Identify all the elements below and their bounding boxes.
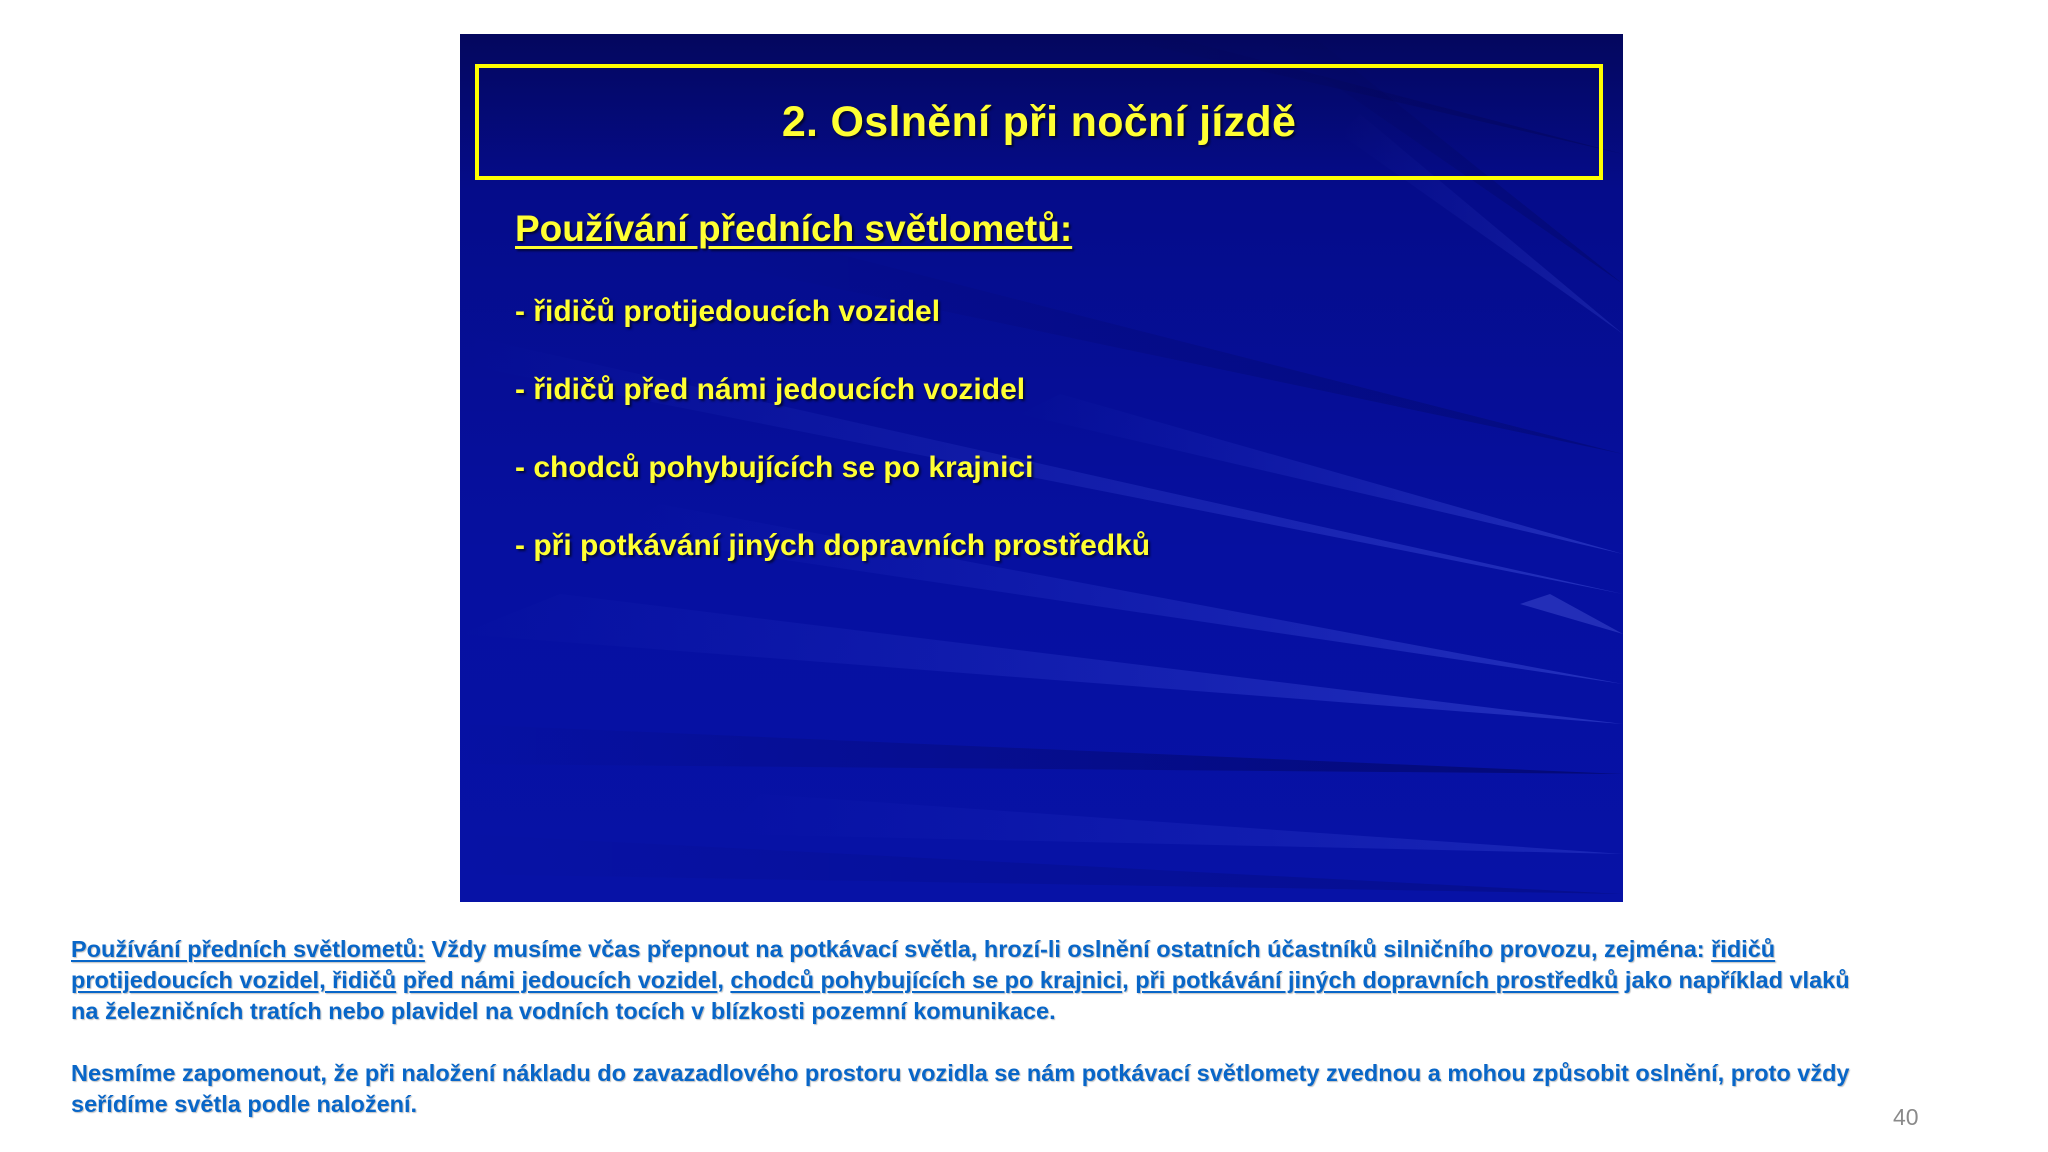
slide	[460, 34, 1623, 902]
bullet-item: - řidičů protijedoucích vozidel	[515, 295, 941, 328]
notes-lead: Používání předních světlometů:	[71, 936, 425, 962]
notes-underlined: před námi jedoucích vozidel	[402, 967, 718, 993]
bullet-item: - chodců pohybujících se po krajnici	[515, 451, 1034, 484]
notes-paragraph-1	[71, 934, 1861, 1027]
bullet-item: - při potkávání jiných dopravních prostředků	[515, 529, 1151, 562]
notes-underlined: při potkávání jiných dopravních prostředků	[1135, 967, 1619, 993]
slide-heading: Používání předních světlometů:	[515, 208, 1073, 249]
slide-title: 2. Oslnění při noční jízdě	[781, 97, 1297, 146]
speaker-notes	[71, 934, 1861, 1120]
notes-text: Vždy musíme včas přepnout na potkávací světla, hrozí-li oslnění ostatních účastníků silničního provozu, zejména:	[424, 936, 1712, 962]
notes-underlined: chodců pohybujících se po krajnici	[730, 967, 1123, 993]
notes-text: jako například vlaků na železničních tratích nebo plavidel na vodních tocích v blízkosti pozemní komunikace.	[71, 967, 1850, 1024]
notes-sep: ,	[717, 967, 731, 993]
notes-underlined: řidičů protijedoucích vozidel, řidičů	[71, 936, 1776, 993]
page-number: 40	[1893, 1104, 1919, 1130]
notes-paragraph-2: Nesmíme zapomenout, že při naložení nákladu do zavazadlového prostoru vozidla se nám potkávací světlomety zvednou a mohou způsobit oslnění, proto vždy seřídíme světla podle naložení.	[71, 1060, 1850, 1117]
title-frame	[475, 64, 1603, 180]
notes-sep: ,	[1122, 967, 1136, 993]
bullet-item: - řidičů před námi jedoucích vozidel	[515, 373, 1026, 406]
bullet-list	[515, 292, 1150, 604]
